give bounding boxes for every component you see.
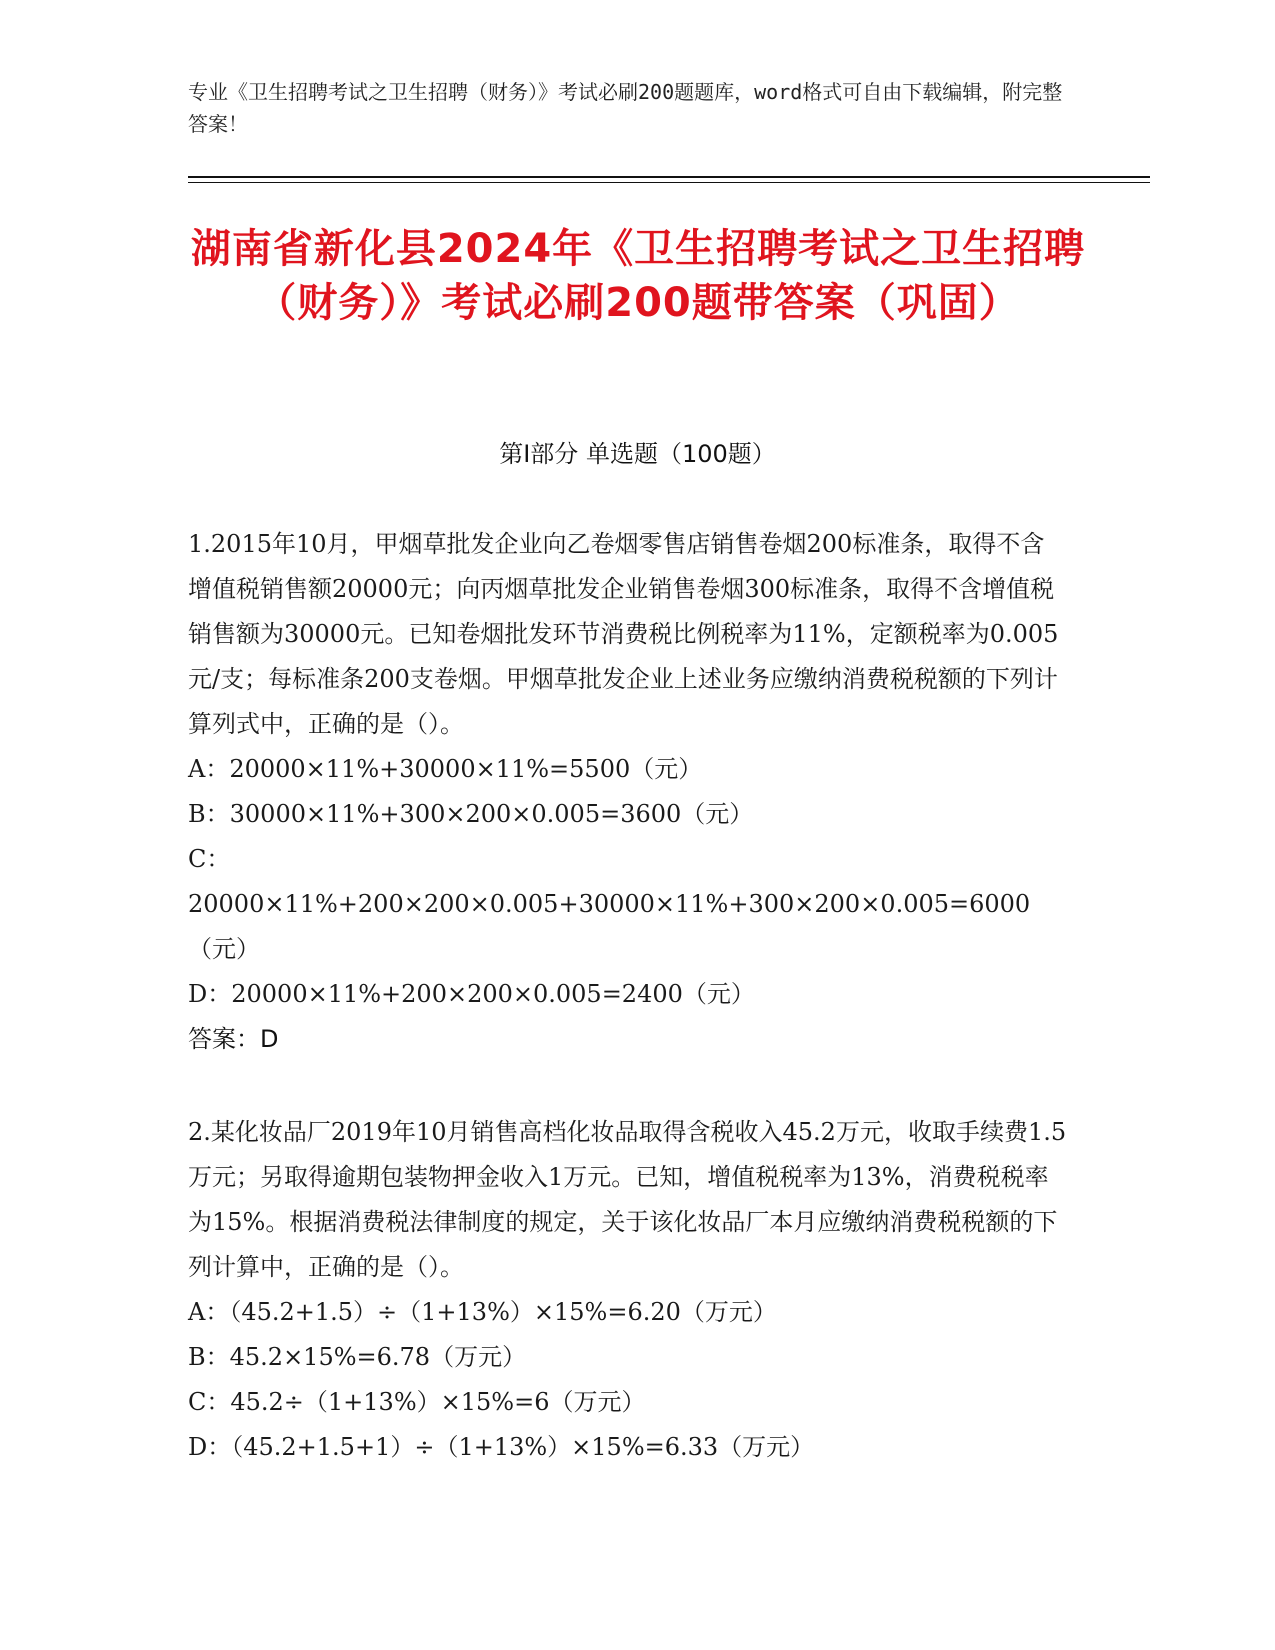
question-1 bbox=[188, 522, 1068, 1062]
option-a: A：（45.2+1.5）÷（1+13%）×15%=6.20（万元） bbox=[188, 1298, 777, 1326]
question-stem: 2.某化妆品厂2019年10月销售高档化妆品取得含税收入45.2万元，收取手续费1.5万元；另取得逾期包装物押金收入1万元。已知，增值税税率为13%，消费税税率为15%。根据消费税法律制度的规定，关于该化妆品厂本月应缴纳消费税税额的下列计算中，正确的是（）。 bbox=[188, 1118, 1067, 1281]
option-b: B：45.2×15%=6.78（万元） bbox=[188, 1343, 527, 1371]
header-divider-thick bbox=[188, 176, 1150, 178]
question-stem: 1.2015年10月，甲烟草批发企业向乙卷烟零售店销售卷烟200标准条，取得不含增值税销售额20000元；向丙烟草批发企业销售卷烟300标准条，取得不含增值税销售额为30000元。已知卷烟批发环节消费税比例税率为11%，定额税率为0.005元/支；每标准条200支卷烟。甲烟草批发企业上述业务应缴纳消费税税额的下列计算列式中，正确的是（）。 bbox=[188, 530, 1059, 738]
option-a: A：20000×11%+30000×11%=5500（元） bbox=[188, 755, 703, 783]
header-divider-thin bbox=[188, 182, 1150, 183]
option-d: D：20000×11%+200×200×0.005=2400（元） bbox=[188, 980, 755, 1008]
option-c: C：45.2÷（1+13%）×15%=6（万元） bbox=[188, 1388, 646, 1416]
section-title: 第I部分 单选题（100题） bbox=[499, 440, 776, 468]
option-d: D：（45.2+1.5+1）÷（1+13%）×15%=6.33（万元） bbox=[188, 1433, 815, 1461]
option-c: C：20000×11%+200×200×0.005+30000×11%+300×200×0.005=6000（元） bbox=[188, 845, 1031, 963]
option-b: B：30000×11%+300×200×0.005=3600（元） bbox=[188, 800, 754, 828]
answer: 答案：D bbox=[188, 1025, 279, 1053]
question-2 bbox=[188, 1110, 1068, 1470]
header-note: 专业《卫生招聘考试之卫生招聘（财务）》考试必刷200题题库，word格式可自由下载编辑，附完整答案！ bbox=[188, 80, 1063, 136]
document-title: 湖南省新化县2024年《卫生招聘考试之卫生招聘（财务）》考试必刷200题带答案（巩固） bbox=[190, 226, 1086, 326]
